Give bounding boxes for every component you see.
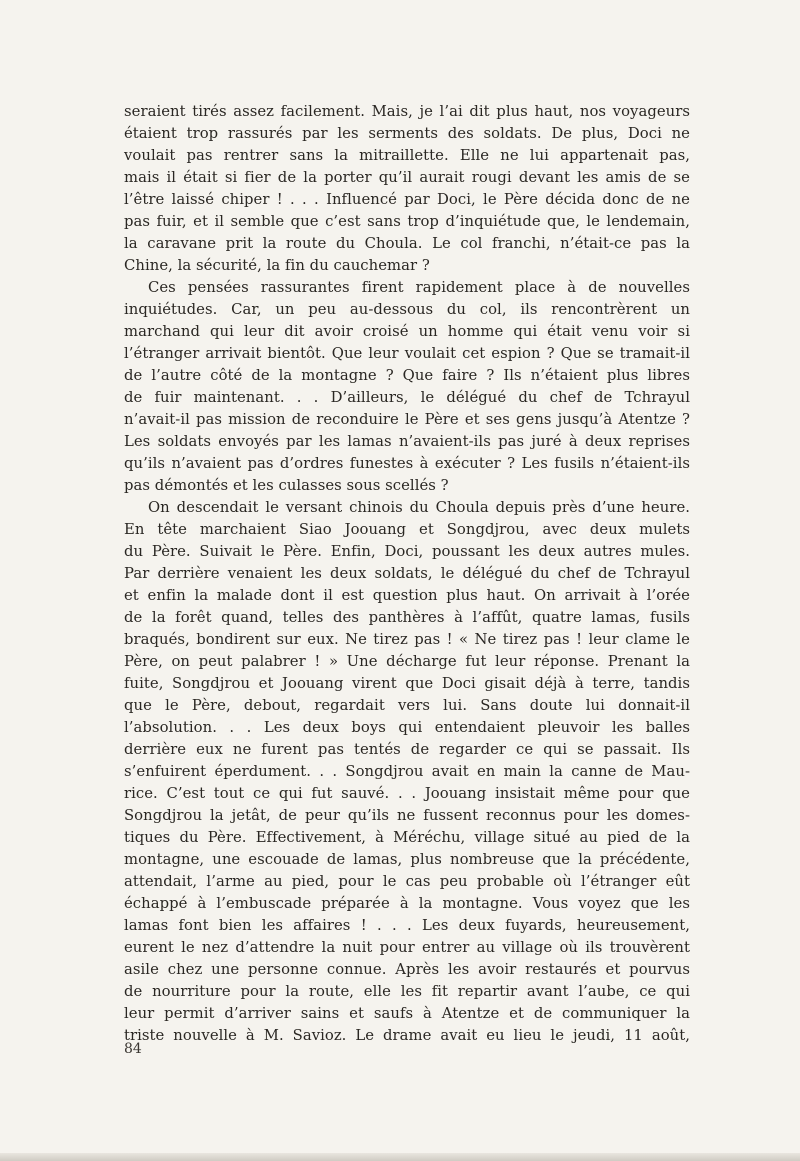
- text-line: pas démontés et les culasses sous scellés ?: [124, 477, 449, 494]
- page-number: 84: [124, 1041, 142, 1057]
- text-line: de nourriture pour la route, elle les fit repartir avant l’aube, ce qui: [124, 983, 690, 1000]
- text-line: du Père. Suivait le Père. Enfin, Doci, poussant les deux autres mules.: [124, 543, 690, 560]
- text-line: braqués, bondirent sur eux. Ne tirez pas ! « Ne tirez pas ! leur clame le: [124, 631, 690, 648]
- text-line: tiques du Père. Effectivement, à Méréchu, village situé au pied de la: [124, 829, 690, 846]
- text-line: derrière eux ne furent pas tentés de regarder ce qui se passait. Ils: [124, 741, 690, 758]
- text-line: de l’autre côté de la montagne ? Que faire ? Ils n’étaient plus libres: [124, 367, 690, 384]
- text-line: attendait, l’arme au pied, pour le cas peu probable où l’étranger eût: [124, 873, 690, 890]
- text-line: l’absolution. . . Les deux boys qui entendaient pleuvoir les balles: [124, 719, 690, 736]
- text-line: asile chez une personne connue. Après les avoir restaurés et pourvus: [124, 961, 690, 978]
- text-line: et enfin la malade dont il est question plus haut. On arrivait à l’orée: [124, 587, 690, 604]
- text-line: marchand qui leur dit avoir croisé un homme qui était venu voir si: [124, 323, 690, 340]
- text-line: triste nouvelle à M. Savioz. Le drame avait eu lieu le jeudi, 11 août,: [124, 1027, 690, 1044]
- text-line: fuite, Songdjrou et Joouang virent que Doci gisait déjà à terre, tandis: [124, 675, 690, 692]
- text-line: inquiétudes. Car, un peu au-dessous du col, ils rencontrèrent un: [124, 301, 690, 318]
- text-line: mais il était si fier de la porter qu’il aurait rougi devant les amis de se: [124, 169, 690, 186]
- text-line: Ces pensées rassurantes firent rapidement place à de nouvelles: [148, 279, 690, 296]
- text-line: montagne, une escouade de lamas, plus nombreuse que la précédente,: [124, 851, 690, 868]
- text-line: Par derrière venaient les deux soldats, le délégué du chef de Tchrayul: [124, 565, 690, 582]
- page-bottom-edge: [0, 1153, 800, 1161]
- text-line: eurent le nez d’attendre la nuit pour entrer au village où ils trouvèrent: [124, 939, 690, 956]
- text-line: n’avait-il pas mission de reconduire le Père et ses gens jusqu’à Atentze ?: [124, 411, 690, 428]
- text-line: Père, on peut palabrer ! » Une décharge fut leur réponse. Prenant la: [124, 653, 690, 670]
- body-text: [124, 101, 690, 1047]
- text-line: l’être laissé chiper ! . . . Influencé par Doci, le Père décida donc de ne: [124, 191, 690, 208]
- text-line: On descendait le versant chinois du Choula depuis près d’une heure.: [148, 499, 690, 516]
- text-line: seraient tirés assez facilement. Mais, je l’ai dit plus haut, nos voyageurs: [124, 103, 690, 120]
- text-line: pas fuir, et il semble que c’est sans trop d’inquiétude que, le lendemain,: [124, 213, 690, 230]
- text-line: leur permit d’arriver sains et saufs à Atentze et de communiquer la: [124, 1005, 690, 1022]
- text-line: Songdjrou la jetât, de peur qu’ils ne fussent reconnus pour les domes-: [124, 807, 690, 824]
- text-line: l’étranger arrivait bientôt. Que leur voulait cet espion ? Que se tramait-il: [124, 345, 690, 362]
- text-line: Les soldats envoyés par les lamas n’avaient-ils pas juré à deux reprises: [124, 433, 690, 450]
- text-line: de la forêt quand, telles des panthères à l’affût, quatre lamas, fusils: [124, 609, 690, 626]
- text-line: rice. C’est tout ce qui fut sauvé. . . Joouang insistait même pour que: [124, 785, 690, 802]
- text-line: En tête marchaient Siao Joouang et Songdjrou, avec deux mulets: [124, 521, 690, 538]
- text-line: voulait pas rentrer sans la mitraillette. Elle ne lui appartenait pas,: [124, 147, 690, 164]
- text-line: que le Père, debout, regardait vers lui. Sans doute lui donnait-il: [124, 697, 690, 714]
- text-line: étaient trop rassurés par les serments des soldats. De plus, Doci ne: [124, 125, 690, 142]
- text-line: qu’ils n’avaient pas d’ordres funestes à exécuter ? Les fusils n’étaient-ils: [124, 455, 690, 472]
- text-line: lamas font bien les affaires ! . . . Les deux fuyards, heureusement,: [124, 917, 690, 934]
- text-line: la caravane prit la route du Choula. Le col franchi, n’était-ce pas la: [124, 235, 690, 252]
- text-line: de fuir maintenant. . . D’ailleurs, le délégué du chef de Tchrayul: [124, 389, 690, 406]
- text-line: s’enfuirent éperdument. . . Songdjrou avait en main la canne de Mau-: [124, 763, 690, 780]
- text-line: échappé à l’embuscade préparée à la montagne. Vous voyez que les: [124, 895, 690, 912]
- text-line: Chine, la sécurité, la fin du cauchemar ?: [124, 257, 430, 274]
